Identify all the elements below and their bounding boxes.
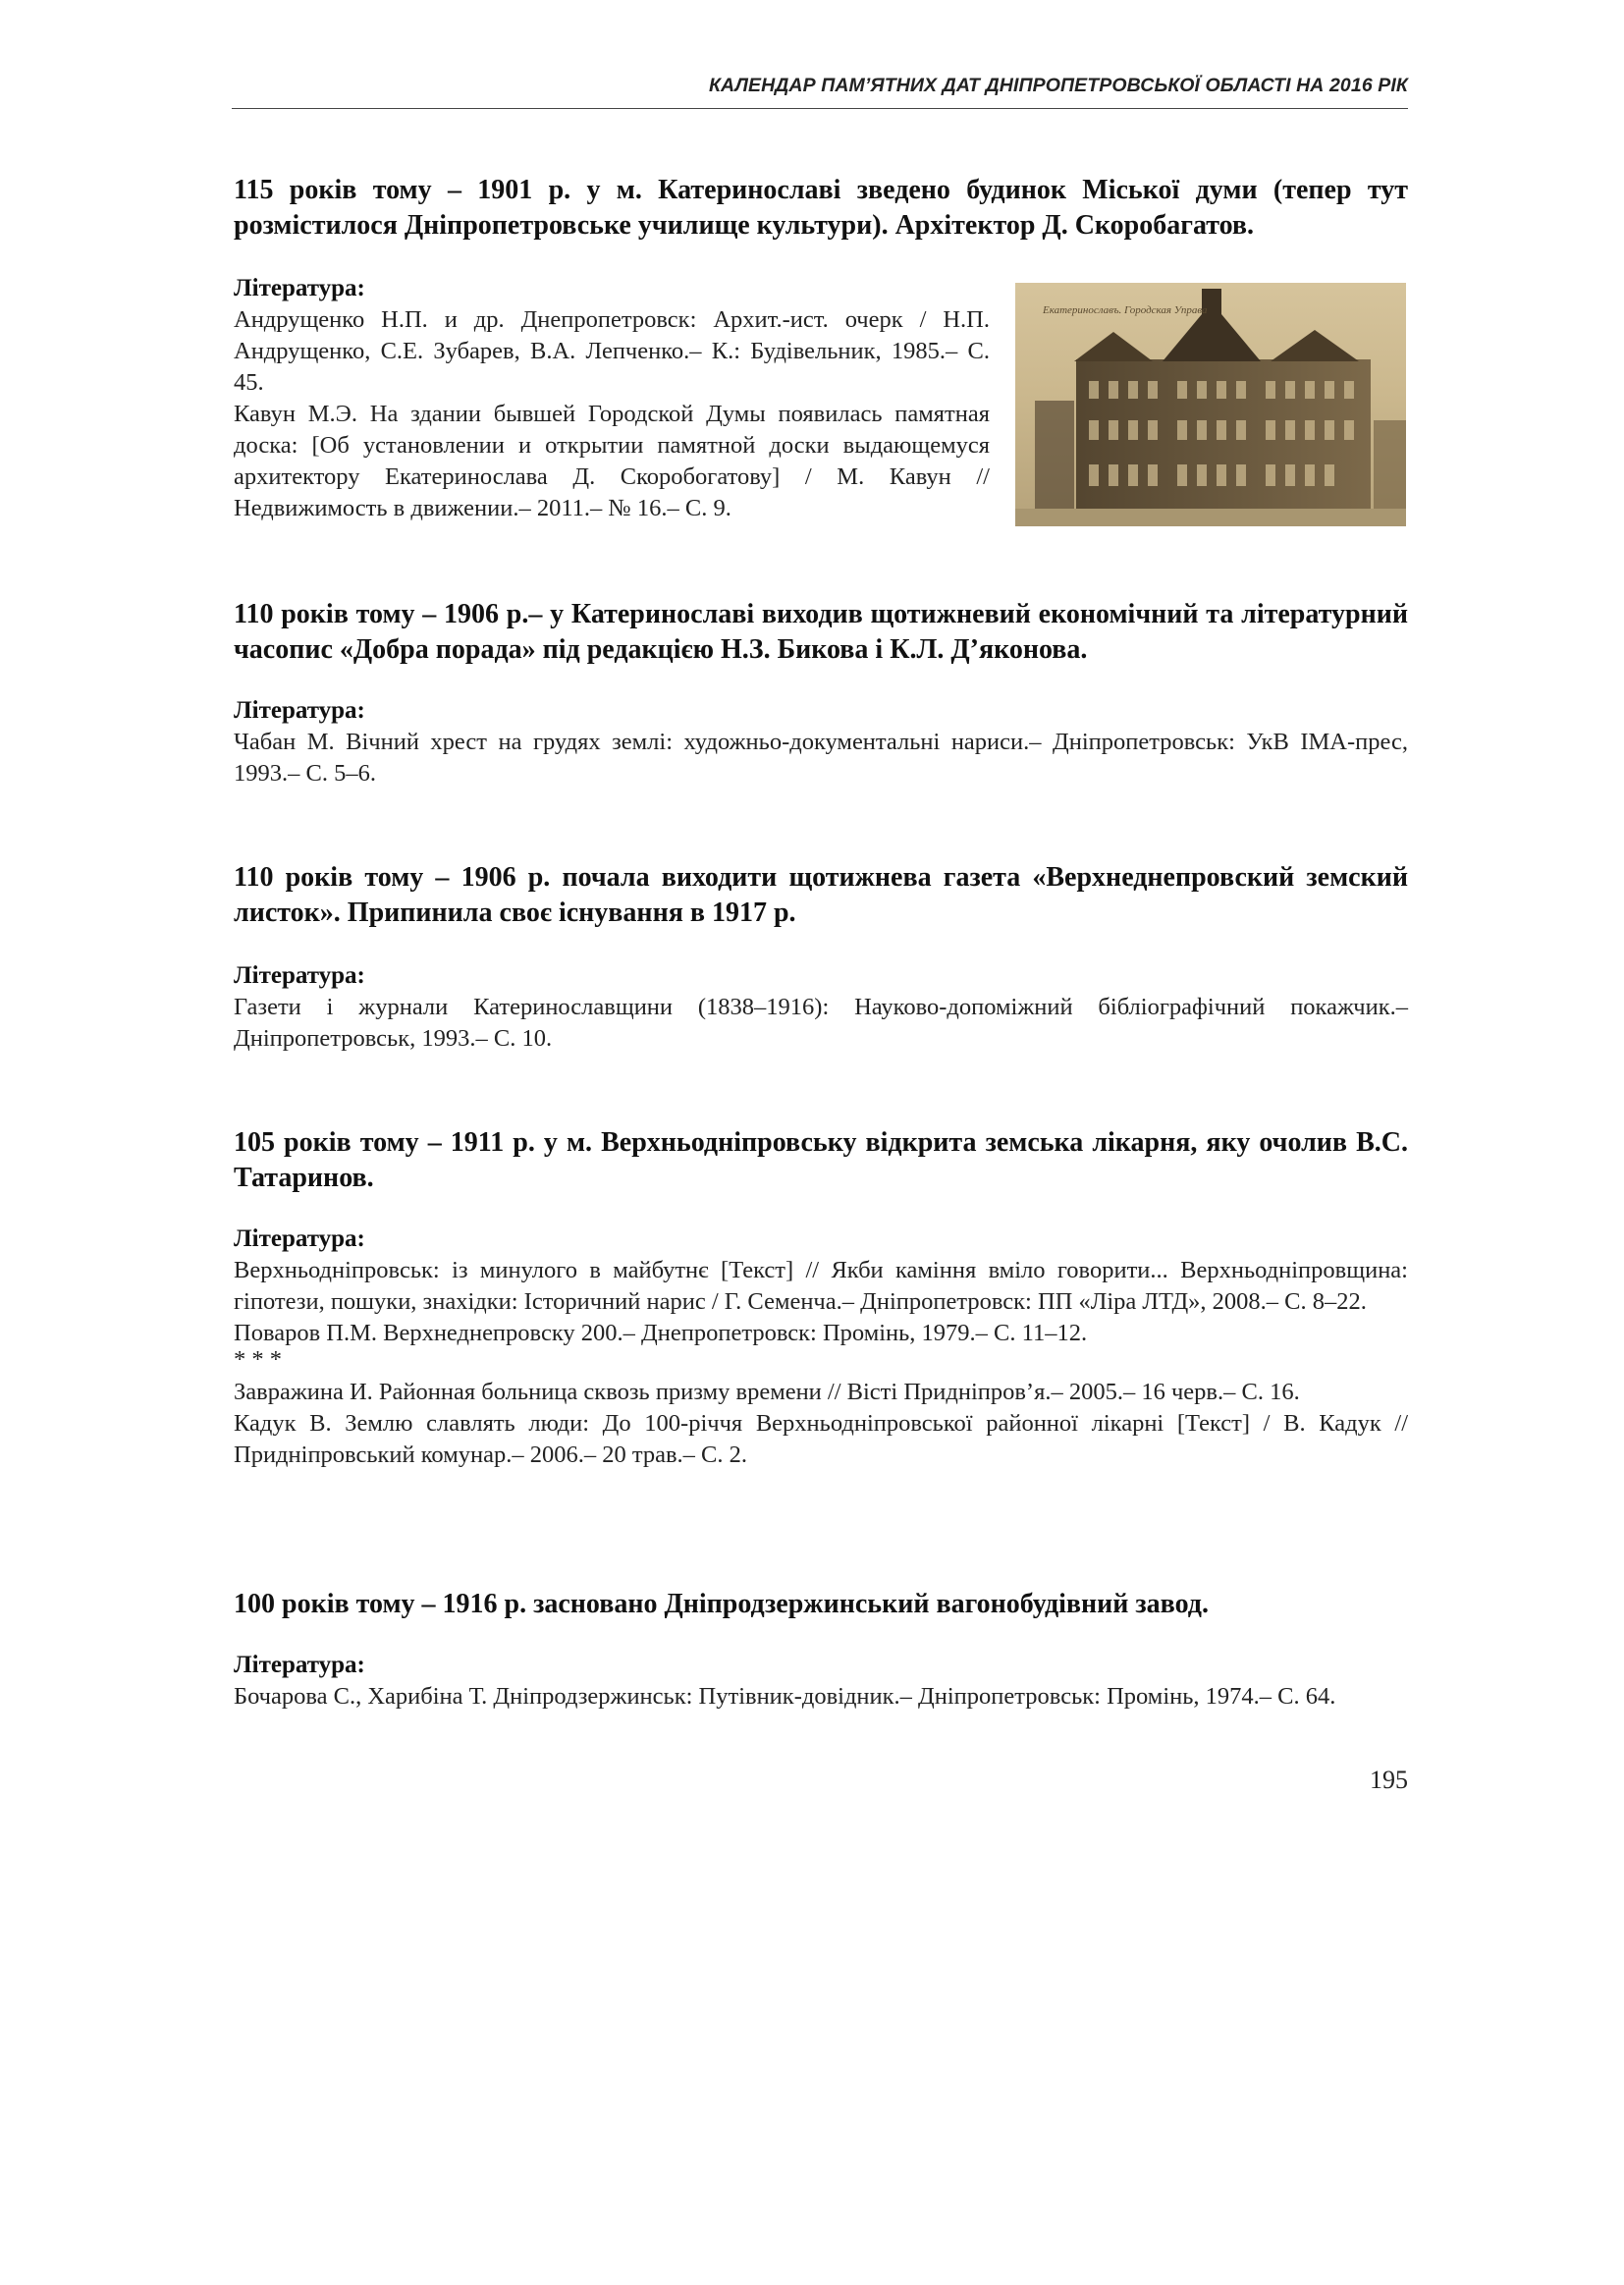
photo-caption: Екатеринославъ. Городская Управа <box>1043 304 1208 316</box>
bibliography-list <box>234 1681 1408 1713</box>
bibliography-list <box>234 304 990 524</box>
running-header: КАЛЕНДАР ПАМ’ЯТНИХ ДАТ ДНІПРОПЕТРОВСЬКОЇ ОБЛАСТІ НА 2016 РІК <box>708 75 1408 96</box>
bibliography-item: Бочарова С., Харибіна Т. Дніпродзержинськ: Путівник-довідник.– Дніпропетровськ: Промінь, 1974.– С. 64. <box>234 1683 1336 1710</box>
entry-title: 105 років тому – 1911 р. у м. Верхньодніпровську відкрита земська лікарня, яку очолив В.С. Татаринов. <box>234 1127 1408 1193</box>
header-divider <box>232 108 1408 109</box>
city-duma-building-photo <box>1015 283 1406 526</box>
entry-title: 110 років тому – 1906 р.– у Катеринославі виходив щотижневий економічний та літературний часопис «Добра порада» під редакцією Н.З. Бикова і К.Л. Д’яконова. <box>234 599 1408 665</box>
bibliography-list <box>234 727 1408 789</box>
literature-label: Література: <box>234 275 365 301</box>
entry-title: 110 років тому – 1906 р. почала виходити щотижнева газета «Верхнеднепровский земский листок». Припинила своє існування в 1917 р. <box>234 862 1408 928</box>
bibliography-list <box>234 992 1408 1055</box>
bibliography-separator: * * * <box>234 1346 282 1373</box>
page-number: 195 <box>1370 1766 1408 1794</box>
bibliography-item: Кадук В. Землю славлять люди: До 100-річчя Верхньодніпровської районної лікарні [Текст] / В. Кадук // Придніпровський комунар.– 2006.– 20 трав.– С. 2. <box>234 1410 1408 1468</box>
bibliography-item: Чабан М. Вічний хрест на грудях землі: художньо-документальні нариси.– Дніпропетровськ: УкВ ІМА-прес, 1993.– С. 5–6. <box>234 729 1408 787</box>
bibliography-list <box>234 1255 1408 1471</box>
bibliography-item: Кавун М.Э. На здании бывшей Городской Думы появилась памятная доска: [Об установлении и открытии памятной доски выдающемуся архитектору Екатеринослава Д. Скоробогатову] / М. Кавун // Недвижимость в движении.– 2011.– № 16.– С. 9. <box>234 401 990 521</box>
literature-label: Література: <box>234 1225 365 1252</box>
literature-label: Література: <box>234 697 365 724</box>
bibliography-item: Андрущенко Н.П. и др. Днепропетровск: Архит.-ист. очерк / Н.П. Андрущенко, С.Е. Зубарев, В.А. Лепченко.– К.: Будівельник, 1985.– С. 45. <box>234 306 990 396</box>
bibliography-item: Верхньодніпровськ: із минулого в майбутнє [Текст] // Якби каміння вміло говорити... Верхньодніпровщина: гіпотези, пошуки, знахідки: Історичний нарис / Г. Семенча.– Дніпропетровск: ПП «Ліра ЛТД», 2008.– С. 8–22. <box>234 1257 1408 1315</box>
bibliography-item: Поваров П.М. Верхнеднепровску 200.– Днепропетровск: Промінь, 1979.– С. 11–12. <box>234 1320 1088 1346</box>
bibliography-item: Газети і журнали Катеринославщини (1838–1916): Науково-допоміжний бібліографічний покажчик.– Дніпропетровськ, 1993.– С. 10. <box>234 994 1408 1052</box>
entry-title: 115 років тому – 1901 р. у м. Катеринославі зведено будинок Міської думи (тепер тут розмістилося Дніпропетровське училище культури). Архітектор Д. Скоробагатов. <box>234 175 1408 241</box>
literature-label: Література: <box>234 1652 365 1678</box>
bibliography-item: Завражина И. Районная больница сквозь призму времени // Вісті Придніпров’я.– 2005.– 16 черв.– С. 16. <box>234 1379 1300 1405</box>
literature-label: Література: <box>234 962 365 989</box>
entry-title: 100 років тому – 1916 р. засновано Дніпродзержинський вагонобудівний завод. <box>234 1589 1209 1619</box>
